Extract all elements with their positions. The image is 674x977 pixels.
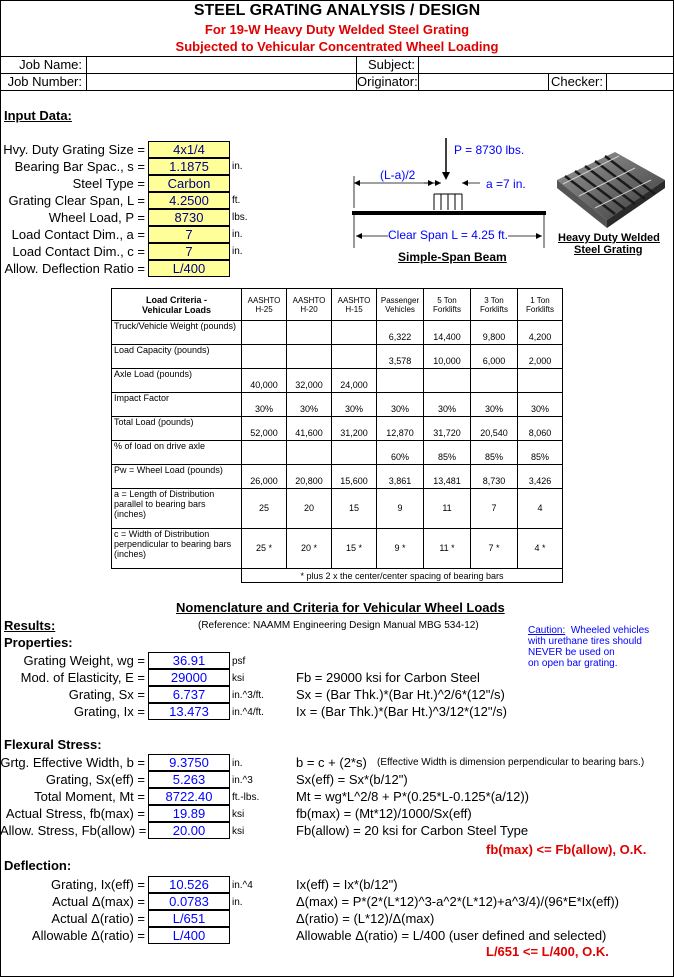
result-label: Grating, Sx = [68,687,145,702]
column-header: 1 Ton Forklifts [526,295,554,314]
unit-label: in. [232,161,243,172]
table-footnote: * plus 2 x the center/center spacing of bearing bars [242,569,563,583]
unit-label: lbs. [232,212,248,223]
table-cell [518,369,563,393]
table-cell [242,321,287,345]
effective-inertia-value: 10.526 [148,876,230,893]
unit-label: in.^4 [232,880,253,891]
result-label: Grating, Ix = [73,704,145,719]
formula-text: Sx = (Bar Thk.)*(Bar Ht.)^2/6*(12"/s) [296,687,505,702]
table-cell: 3,861 [377,465,424,489]
caution-line: with urethane tires should [528,636,642,647]
formula-text: Mt = wg*L^2/8 + P*(0.25*L-0.125*(a/12)) [296,789,530,804]
column-header: 3 Ton Forklifts [480,295,508,314]
input-label-deflection: Allow. Deflection Ratio = [4,261,145,276]
table-header [242,289,287,321]
originator-label: Originator: [357,74,418,89]
row-label: Axle Load (pounds) [112,369,242,393]
formula-text: Δ(ratio) = (L*12)/Δ(max) [296,911,435,926]
column-header: AASHTO H-15 [337,295,371,314]
max-deflection-value: 0.0783 [148,893,230,910]
unit-label: ksi [232,826,245,837]
divider [606,73,607,90]
unit-label: in. [232,246,243,257]
formula-text: Ix(eff) = Ix*(b/12") [296,877,398,892]
row-label: Pw = Wheel Load (pounds) [112,465,242,489]
checker-label: Checker: [550,74,603,89]
table-footnote-row [112,569,563,583]
table-cell: 4 [518,489,563,529]
clear-span-label: Clear Span L = 4.25 ft. [388,228,508,242]
caution-line: on open bar grating. [528,658,618,669]
column-header: AASHTO H-25 [247,295,281,314]
page-subtitle-1: For 19-W Heavy Duty Welded Steel Grating [204,22,470,37]
table-cell: 41,600 [287,417,332,441]
steel-type-input[interactable]: Carbon [148,175,230,192]
table-cell: 3,578 [377,345,424,369]
table-cell [287,441,332,465]
result-label: Mod. of Elasticity, E = [20,670,145,685]
allowable-deflection-ratio-value: L/400 [148,927,230,944]
effective-width-value: 9.3750 [148,754,230,771]
row-label: Truck/Vehicle Weight (pounds) [112,321,242,345]
load-label: P = 8730 lbs. [454,143,525,157]
table-cell: 25 [242,489,287,529]
table-cell [112,569,242,583]
table-header [112,289,242,321]
caution-line: NEVER be used on [528,647,615,658]
input-label-load: Wheel Load, P = [48,210,145,225]
clear-span-input[interactable]: 4.2500 [148,192,230,209]
contact-c-input[interactable]: 7 [148,243,230,260]
row-label: Load Capacity (pounds) [112,345,242,369]
job-number-field[interactable] [88,74,354,89]
table-header [377,289,424,321]
table-header [471,289,518,321]
job-name-field[interactable] [88,57,354,72]
result-label: Actual Δ(ratio) = [51,911,145,926]
table-cell: 30% [242,393,287,417]
unit-label: in.^4/ft. [232,707,264,718]
flexural-heading: Flexural Stress: [4,737,102,752]
table-cell: 8,060 [518,417,563,441]
total-moment-value: 8722.40 [148,788,230,805]
formula-text: fb(max) = (Mt*12)/1000/Sx(eff) [296,806,472,821]
properties-heading: Properties: [4,635,73,650]
row-label: a = Length of Distribution parallel to bearing bars (inches) [112,489,242,529]
table-cell: 3,426 [518,465,563,489]
table-row [112,345,563,369]
table-cell: 24,000 [332,369,377,393]
table-cell: 7 [471,489,518,529]
table-row [112,321,563,345]
column-header: Load Criteria - Vehicular Loads [141,294,212,315]
subject-label: Subject: [368,57,415,72]
column-header: 5 Ton Forklifts [433,295,461,314]
formula-note: (Effective Width is dimension perpendicular to bearing bars.) [377,757,645,768]
table-cell: 9 [377,489,424,529]
caution-line: Wheeled vehicles [570,625,650,636]
table-row [112,417,563,441]
table-cell: 85% [471,441,518,465]
row-label: Total Load (pounds) [112,417,242,441]
table-cell [242,345,287,369]
unit-label: ft. [232,195,241,206]
grating-image [555,150,667,230]
result-label: Grating, Ix(eff) = [50,877,145,892]
modulus-value: 29000 [148,669,230,686]
result-label: Grating Weight, wg = [23,653,145,668]
formula-text: Fb(allow) = 20 ksi for Carbon Steel Type [296,823,529,838]
flexural-check: fb(max) <= Fb(allow), O.K. [486,842,647,857]
caution-note [528,625,649,669]
table-row [112,369,563,393]
table-cell [377,369,424,393]
input-label-spacing: Bearing Bar Spac., s = [14,159,145,174]
table-row [112,465,563,489]
allowable-stress-value: 20.00 [148,822,230,839]
table-cell: 15 * [332,529,377,569]
result-label: Actual Stress, fb(max) = [5,806,145,821]
page-subtitle-2: Subjected to Vehicular Concentrated Wheel Loading [175,39,499,54]
deflection-ratio-input[interactable]: L/400 [148,260,230,277]
divider [0,90,674,91]
result-label: Allow. Stress, Fb(allow) = [0,823,147,838]
table-cell: 7 * [471,529,518,569]
table-cell [332,321,377,345]
formula-text: b = c + (2*s) [296,755,367,770]
input-label-c: Load Contact Dim., c = [12,244,145,259]
table-cell [242,441,287,465]
formula-text: Δ(max) = P*(2*(L*12)^3-a^2*(L*12)+a^3/4)/(96*E*Ix(eff)) [296,894,619,909]
result-label: Total Moment, Mt = [34,789,145,804]
table-header [332,289,377,321]
table-cell: 85% [424,441,471,465]
unit-label: ksi [232,673,245,684]
row-label: c = Width of Distribution perpendicular to bearing bars (inches) [112,529,242,569]
table-row [112,489,563,529]
unit-label: in. [232,758,243,769]
beam-diagram [340,138,560,268]
unit-label: in.^3 [232,775,253,786]
actual-stress-value: 19.89 [148,805,230,822]
unit-label: ksi [232,809,245,820]
table-cell: 6,322 [377,321,424,345]
formula-text: Fb = 29000 ksi for Carbon Steel [296,670,480,685]
table-cell: 32,000 [287,369,332,393]
table-cell: 20 [287,489,332,529]
input-label-steel: Steel Type = [72,176,145,191]
table-header [518,289,563,321]
table-cell: 14,400 [424,321,471,345]
table-cell: 12,870 [377,417,424,441]
table-cell: 30% [518,393,563,417]
table-cell [424,369,471,393]
originator-field[interactable] [420,74,546,89]
column-header: Passenger Vehicles [380,295,420,314]
unit-label: psf [232,656,246,667]
caution-word: Caution: [528,625,566,636]
effective-section-modulus-value: 5.263 [148,771,230,788]
result-label: Actual Δ(max) = [52,894,145,909]
contact-a-input[interactable]: 7 [148,226,230,243]
moment-of-inertia-value: 13.473 [148,703,230,720]
result-label: Allowable Δ(ratio) = [31,928,145,943]
column-header: AASHTO H-20 [292,295,326,314]
table-cell: 85% [518,441,563,465]
table-cell [287,345,332,369]
table-cell: 30% [471,393,518,417]
wheel-load-input[interactable]: 8730 [148,209,230,226]
table-cell [471,369,518,393]
table-cell: 2,000 [518,345,563,369]
table-cell: 4 * [518,529,563,569]
nomenclature-title: Nomenclature and Criteria for Vehicular Wheel Loads [176,600,505,615]
table-cell [332,345,377,369]
table-cell: 11 * [424,529,471,569]
table-cell: 10,000 [424,345,471,369]
grating-caption-2: Steel Grating [574,244,643,256]
input-label-size: Hvy. Duty Grating Size = [3,142,145,157]
input-label-span: Grating Clear Span, L = [8,193,145,208]
table-cell: 60% [377,441,424,465]
distance-label: (L-a)/2 [380,168,416,182]
beam-caption: Simple-Span Beam [398,250,507,264]
unit-label: in. [232,897,243,908]
table-cell: 30% [377,393,424,417]
section-modulus-value: 6.737 [148,686,230,703]
table-cell: 31,200 [332,417,377,441]
bar-spacing-input[interactable]: 1.1875 [148,158,230,175]
divider [86,56,87,90]
deflection-check: L/651 <= L/400, O.K. [486,944,609,959]
unit-label: ft.-lbs. [232,792,260,803]
table-cell: 30% [332,393,377,417]
table-cell: 11 [424,489,471,529]
table-cell [287,321,332,345]
table-cell: 9,800 [471,321,518,345]
table-header-row [112,289,563,321]
table-cell: 20 * [287,529,332,569]
table-cell: 15,600 [332,465,377,489]
subject-field[interactable] [420,57,670,72]
table-row [112,529,563,569]
contact-length-label: a =7 in. [486,177,526,191]
result-label: Grtg. Effective Width, b = [0,755,145,770]
table-cell: 25 * [242,529,287,569]
result-label: Grating, Sx(eff) = [45,772,145,787]
input-data-heading: Input Data: [4,108,72,123]
job-name-label: Job Name: [19,57,82,72]
page-title: STEEL GRATING ANALYSIS / DESIGN [193,2,481,19]
actual-deflection-ratio-value: L/651 [148,910,230,927]
formula-text: Allowable Δ(ratio) = L/400 (user defined and selected) [296,928,607,943]
table-row [112,441,563,465]
unit-label: in. [232,229,243,240]
table-cell: 40,000 [242,369,287,393]
table-cell: 20,540 [471,417,518,441]
table-cell: 9 * [377,529,424,569]
formula-text: Sx(eff) = Sx*(b/12") [296,772,408,787]
checker-field[interactable] [608,74,670,89]
grating-caption-1: Heavy Duty Welded [558,232,660,244]
table-cell: 26,000 [242,465,287,489]
table-cell: 15 [332,489,377,529]
results-heading: Results: [4,618,56,633]
row-label: Impact Factor [112,393,242,417]
unit-label: in.^3/ft. [232,690,264,701]
job-number-label: Job Number: [7,74,82,89]
grating-weight-value: 36.91 [148,652,230,669]
table-header [424,289,471,321]
table-cell: 6,000 [471,345,518,369]
row-label: % of load on drive axle [112,441,242,465]
table-row [112,393,563,417]
divider [418,56,419,90]
table-cell [332,441,377,465]
table-cell: 8,730 [471,465,518,489]
table-cell: 30% [424,393,471,417]
table-cell: 52,000 [242,417,287,441]
deflection-heading: Deflection: [4,858,72,873]
formula-text: Ix = (Bar Thk.)*(Bar Ht.)^3/12*(12"/s) [296,704,507,719]
load-criteria-table [111,288,563,583]
table-cell: 20,800 [287,465,332,489]
table-header [287,289,332,321]
table-cell: 13,481 [424,465,471,489]
grating-size-input[interactable]: 4x1/4 [148,141,230,158]
reference-note: (Reference: NAAMM Engineering Design Manual MBG 534-12) [198,620,479,631]
table-cell: 31,720 [424,417,471,441]
table-cell: 30% [287,393,332,417]
table-cell: 4,200 [518,321,563,345]
input-label-a: Load Contact Dim., a = [11,227,145,242]
